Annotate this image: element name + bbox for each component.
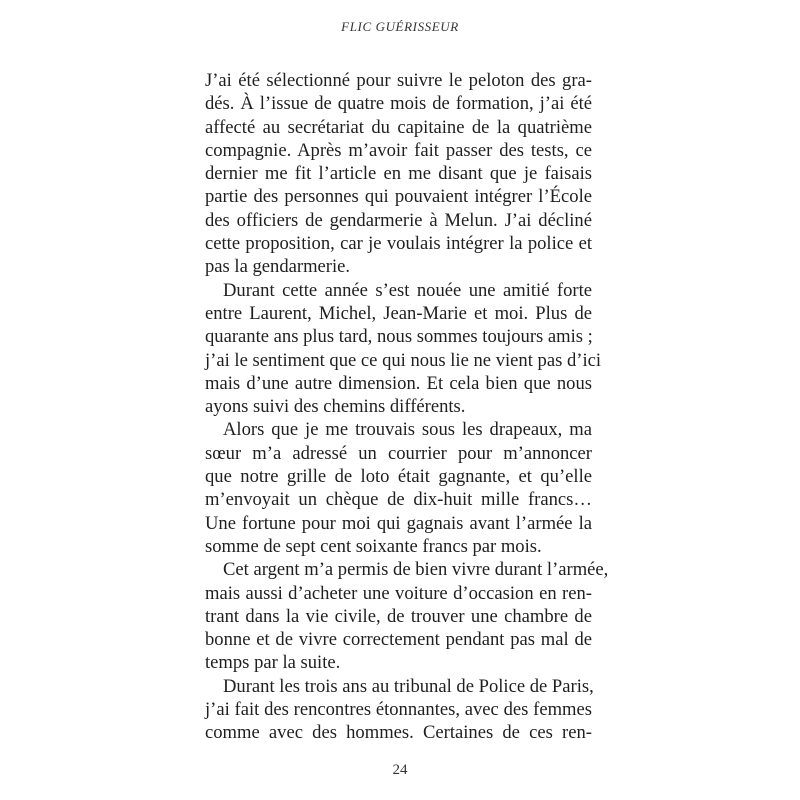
body-text (205, 69, 609, 745)
page-number: 24 (392, 762, 408, 778)
text-line: temps par la suite. (205, 652, 341, 674)
text-line: J’ai été sélectionné pour suivre le peloton des gra- (205, 70, 592, 91)
text-line: sœur m’a adressé un courrier pour m’annoncer (205, 442, 592, 464)
text-line: Alors que je me trouvais sous les drapeaux, ma (223, 419, 592, 441)
text-line: Durant les trois ans au tribunal de Police de Paris, (223, 675, 594, 697)
text-line: affecté au secrétariat du capitaine de la quatrième (205, 116, 592, 138)
text-line: mais d’une autre dimension. Et cela bien que nous (205, 372, 592, 394)
paragraph (205, 69, 592, 279)
paragraph (205, 279, 602, 419)
text-line: j’ai le sentiment que ce qui nous lie ne vient pas d’ici (205, 349, 602, 371)
text-line: cette proposition, car je voulais intégrer la police et (205, 233, 592, 255)
text-line: trant dans la vie civile, de trouver une chambre de (205, 605, 592, 627)
text-line: partie des personnes qui pouvaient intégrer l’École (205, 186, 592, 208)
text-line: des officiers de gendarmerie à Melun. J’ai décliné (205, 209, 592, 231)
text-line: ayons suivi des chemins différents. (205, 396, 466, 418)
text-line: bonne et de vivre correctement pendant pas mal de (205, 629, 592, 651)
text-line: dés. À l’issue de quatre mois de formation, j’ai été (205, 93, 592, 115)
paragraph (205, 558, 609, 674)
text-line: que notre grille de loto était gagnante, et qu’elle (205, 466, 592, 488)
text-line: somme de sept cent soixante francs par mois. (205, 535, 542, 557)
paragraph (205, 418, 592, 558)
text-line: Durant cette année s’est nouée une amitié forte (223, 279, 592, 301)
text-line: comme avec des hommes. Certaines de ces ren- (205, 722, 592, 744)
text-line: compagnie. Après m’avoir fait passer des tests, ce (205, 139, 592, 161)
paragraph (205, 675, 592, 745)
text-line: dernier me fit l’article en me disant que je faisais (205, 163, 592, 185)
text-line: Cet argent m’a permis de bien vivre durant l’armée, (223, 559, 609, 581)
text-line: quarante ans plus tard, nous sommes toujours amis ; (205, 326, 593, 348)
text-line: Une fortune pour moi qui gagnais avant l’armée la (205, 512, 592, 534)
text-line: entre Laurent, Michel, Jean-Marie et moi. Plus de (205, 302, 592, 324)
text-line: pas la gendarmerie. (205, 256, 351, 278)
text-line: j’ai fait des rencontres étonnantes, avec des femmes (205, 699, 592, 721)
text-line: mais aussi d’acheter une voiture d’occasion en ren- (205, 582, 592, 604)
text-line: m’envoyait un chèque de dix-huit mille francs… (205, 489, 592, 511)
running-head-title: FLIC GUÉRISSEUR (341, 19, 459, 34)
